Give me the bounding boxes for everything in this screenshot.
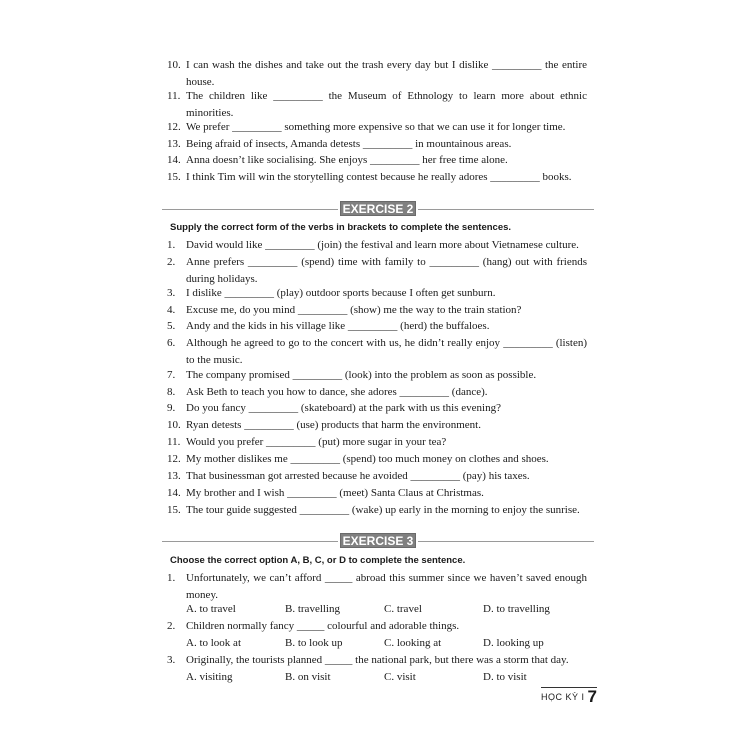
- exercise2-item-1: [167, 237, 587, 254]
- item-number: 12.: [167, 121, 181, 133]
- item-number: 12.: [167, 453, 181, 465]
- question-text: Unfortunately, we can’t afford _____ abroad this summer since we haven’t saved enough money.: [186, 572, 587, 601]
- item-text: That businessman got arrested because he avoided _________ (pay) his taxes.: [186, 470, 530, 482]
- option-b: B. on visit: [285, 671, 331, 683]
- exercise1-item-11: [167, 88, 587, 121]
- item-text: My mother dislikes me _________ (spend) too much money on clothes and shoes.: [186, 453, 549, 465]
- item-text: Excuse me, do you mind _________ (show) me the way to the train station?: [186, 304, 522, 316]
- option-d: D. looking up: [483, 637, 544, 649]
- exercise2-heading: EXERCISE 2: [340, 201, 416, 216]
- exercise2-item-2: [167, 254, 587, 287]
- exercise2-item-5: [167, 318, 587, 335]
- exercise3-question-2: [167, 618, 587, 635]
- item-number: 2.: [167, 256, 176, 268]
- item-number: 10.: [167, 59, 181, 71]
- option-c: C. looking at: [384, 637, 442, 649]
- exercise1-item-12: [167, 119, 587, 136]
- option-c: C. visit: [384, 671, 416, 683]
- exercise2-instruction: Supply the correct form of the verbs in brackets to complete the sentences.: [170, 222, 512, 233]
- exercise2-item-9: [167, 400, 587, 417]
- exercise3-question-3: [167, 652, 587, 669]
- item-text: Ask Beth to teach you how to dance, she adores _________ (dance).: [186, 386, 488, 398]
- item-number: 13.: [167, 138, 181, 150]
- item-number: 6.: [167, 337, 176, 349]
- exercise3-question-1: [167, 570, 587, 603]
- item-text: The company promised _________ (look) into the problem as soon as possible.: [186, 369, 537, 381]
- item-number: 14.: [167, 487, 181, 499]
- item-number: 8.: [167, 386, 176, 398]
- item-number: 1.: [167, 572, 176, 584]
- exercise2-item-8: [167, 384, 587, 401]
- item-text: We prefer _________ something more expensive so that we can use it for longer time.: [186, 121, 566, 133]
- exercise1-item-13: [167, 136, 587, 153]
- exercise1-item-14: [167, 152, 587, 169]
- item-text: Although he agreed to go to the concert with us, he didn’t really enjoy _________ (listen) to the music.: [186, 337, 587, 366]
- item-number: 13.: [167, 470, 181, 482]
- exercise2-item-15: [167, 502, 587, 519]
- item-text: I can wash the dishes and take out the trash every day but I dislike _________ the entire house.: [186, 59, 587, 88]
- option-a: A. to look at: [186, 637, 241, 649]
- item-number: 11.: [167, 436, 181, 448]
- item-text: David would like _________ (join) the festival and learn more about Vietnamese culture.: [186, 239, 579, 251]
- item-text: The tour guide suggested _________ (wake) up early in the morning to enjoy the sunrise.: [186, 504, 580, 516]
- item-text: I dislike _________ (play) outdoor sports because I often get sunburn.: [186, 287, 496, 299]
- option-d: D. to travelling: [483, 603, 550, 615]
- exercise2-item-6: [167, 335, 587, 368]
- option-b: B. travelling: [285, 603, 340, 615]
- item-number: 15.: [167, 504, 181, 516]
- exercise2-item-12: [167, 451, 587, 468]
- item-number: 4.: [167, 304, 176, 316]
- item-text: Anne prefers _________ (spend) time with family to _________ (hang) out with friends during holidays.: [186, 256, 587, 285]
- item-text: Do you fancy _________ (skateboard) at the park with us this evening?: [186, 402, 501, 414]
- item-number: 2.: [167, 620, 176, 632]
- item-number: 7.: [167, 369, 176, 381]
- exercise2-item-14: [167, 485, 587, 502]
- item-number: 14.: [167, 154, 181, 166]
- item-text: Anna doesn’t like socialising. She enjoys _________ her free time alone.: [186, 154, 508, 166]
- exercise2-item-3: [167, 285, 587, 302]
- exercise2-item-4: [167, 302, 587, 319]
- item-number: 10.: [167, 419, 181, 431]
- exercise2-item-7: [167, 367, 587, 384]
- item-text: My brother and I wish _________ (meet) Santa Claus at Christmas.: [186, 487, 484, 499]
- option-a: A. visiting: [186, 671, 233, 683]
- exercise2-item-10: [167, 417, 587, 434]
- item-number: 9.: [167, 402, 176, 414]
- option-b: B. to look up: [285, 637, 343, 649]
- exercise1-item-15: [167, 169, 587, 186]
- item-text: Ryan detests _________ (use) products that harm the environment.: [186, 419, 481, 431]
- page-footer: [541, 687, 597, 706]
- question-text: Children normally fancy _____ colourful and adorable things.: [186, 620, 460, 632]
- item-text: Andy and the kids in his village like _________ (herd) the buffaloes.: [186, 320, 490, 332]
- item-text: The children like _________ the Museum of Ethnology to learn more about ethnic minorities.: [186, 90, 587, 119]
- exercise3-heading: EXERCISE 3: [340, 533, 416, 548]
- option-a: A. to travel: [186, 603, 236, 615]
- exercise2-item-13: [167, 468, 587, 485]
- item-number: 1.: [167, 239, 176, 251]
- item-number: 5.: [167, 320, 176, 332]
- page-number: 7: [587, 687, 597, 706]
- item-text: Would you prefer _________ (put) more sugar in your tea?: [186, 436, 447, 448]
- item-text: I think Tim will win the storytelling contest because he really adores _________ books.: [186, 171, 572, 183]
- exercise3-instruction: Choose the correct option A, B, C, or D to complete the sentence.: [170, 555, 466, 566]
- exercise2-item-11: [167, 434, 587, 451]
- item-text: Being afraid of insects, Amanda detests _________ in mountainous areas.: [186, 138, 512, 150]
- option-c: C. travel: [384, 603, 422, 615]
- exercise1-item-10: [167, 57, 587, 90]
- item-number: 11.: [167, 90, 181, 102]
- question-text: Originally, the tourists planned _____ the national park, but there was a storm that day.: [186, 654, 569, 666]
- option-d: D. to visit: [483, 671, 527, 683]
- semester-label: HỌC KỲ I: [541, 692, 585, 702]
- item-number: 15.: [167, 171, 181, 183]
- item-number: 3.: [167, 287, 176, 299]
- item-number: 3.: [167, 654, 176, 666]
